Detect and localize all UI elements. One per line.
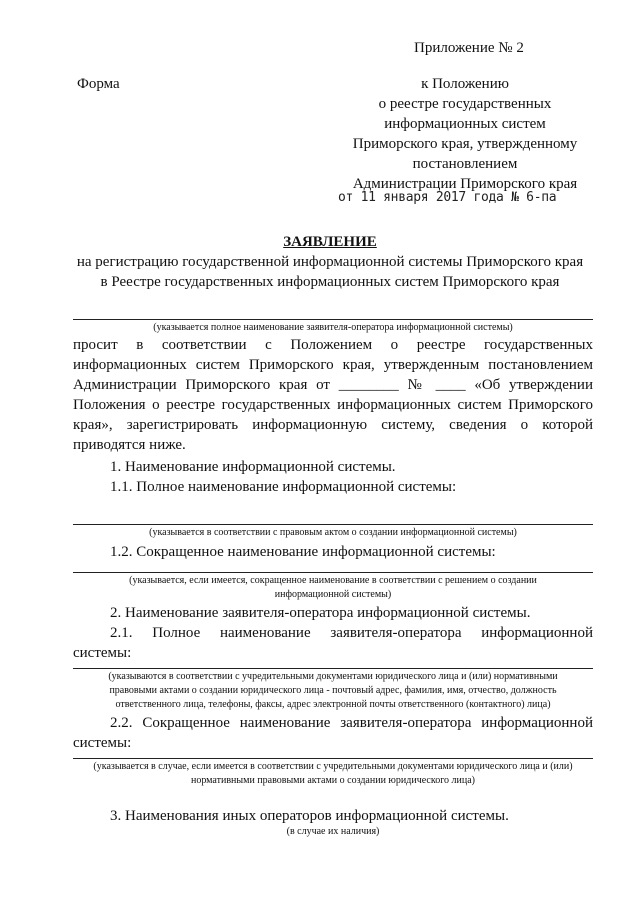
section-2-2-hint bbox=[73, 760, 593, 788]
hint-line: информационной системы) bbox=[274, 589, 392, 600]
section-1-1-heading: 1.1. Полное наименование информационной системы: bbox=[110, 479, 457, 495]
body-line: информационных систем Приморского края, утвержденным постановлением bbox=[73, 357, 593, 373]
system-full-name-line bbox=[73, 524, 593, 525]
request-paragraph bbox=[73, 335, 593, 455]
subtitle-line: в Реестре государственных информационных систем Приморского края bbox=[100, 274, 560, 290]
body-line: Администрации Приморского края от ________ № ____ «Об утверждении bbox=[73, 377, 593, 393]
regulation-line: Администрации Приморского края bbox=[352, 176, 578, 192]
section-2-heading: 2. Наименование заявителя-оператора информационной системы. bbox=[110, 605, 531, 621]
section-3-hint: (в случае их наличия) bbox=[286, 826, 380, 837]
hint-line: ответственного лица, телефоны, факсы, адрес электронной почты ответственного (контактного) лица) bbox=[115, 699, 551, 710]
operator-short-name-line bbox=[73, 758, 593, 759]
hint-line: (указывается в случае, если имеется в соответствии с учредительными документами юридического лица и (или) bbox=[93, 761, 573, 772]
subtitle-line: на регистрацию государственной информационной системы Приморского края bbox=[76, 254, 584, 270]
section-2-2-line: системы: bbox=[73, 735, 132, 751]
section-2-2-paragraph bbox=[73, 713, 593, 753]
section-2-1-line: системы: bbox=[73, 645, 132, 661]
system-short-name-line bbox=[73, 572, 593, 573]
section-1-2-heading: 1.2. Сокращенное наименование информационной системы: bbox=[110, 544, 496, 560]
applicant-name-line bbox=[73, 319, 593, 320]
handwritten-date: от 11 января 2017 года № 6-па bbox=[338, 190, 557, 205]
body-line: просит в соответствии с Положением о реестре государственных bbox=[73, 337, 593, 353]
operator-full-name-line bbox=[73, 668, 593, 669]
body-line: края», зарегистрировать информационную систему, сведения о которой bbox=[73, 417, 593, 433]
regulation-line: к Положению bbox=[421, 76, 509, 92]
section-2-1-paragraph bbox=[73, 623, 593, 663]
regulation-line: постановлением bbox=[412, 156, 518, 172]
section-1-heading: 1. Наименование информационной системы. bbox=[110, 459, 396, 475]
body-line: Положения о реестре государственных информационных систем Приморского bbox=[73, 397, 593, 413]
section-3-heading: 3. Наименования иных операторов информационной системы. bbox=[110, 808, 509, 824]
form-label: Форма bbox=[77, 76, 120, 92]
hint-line: (указываются в соответствии с учредительными документами юридического лица и (или) нормативными bbox=[108, 671, 558, 682]
regulation-reference bbox=[340, 74, 590, 194]
section-2-1-line: 2.1. Полное наименование заявителя-оператора информационной bbox=[110, 625, 593, 641]
appendix-number: Приложение № 2 bbox=[414, 40, 524, 56]
document-title: ЗАЯВЛЕНИЕ bbox=[283, 234, 377, 250]
hint-line: (указывается, если имеется, сокращенное наименование в соответствии с решением о создании bbox=[129, 575, 537, 586]
section-1-2-hint bbox=[73, 574, 593, 602]
section-2-1-hint bbox=[73, 670, 593, 712]
document-subtitle bbox=[40, 252, 620, 292]
regulation-line: Приморского края, утвержденному bbox=[352, 136, 578, 152]
applicant-hint: (указывается полное наименование заявителя-оператора информационной системы) bbox=[153, 322, 513, 333]
hint-line: нормативными правовыми актами о создании юридического лица) bbox=[190, 775, 476, 786]
regulation-line: о реестре государственных bbox=[378, 96, 552, 112]
body-line: приводятся ниже. bbox=[73, 437, 186, 453]
hint-line: правовыми актами о создании юридического лица - почтовый адрес, фамилия, имя, отчество, должность bbox=[109, 685, 557, 696]
section-2-2-line: 2.2. Сокращенное наименование заявителя-оператора информационной bbox=[110, 715, 593, 731]
section-1-1-hint: (указывается в соответствии с правовым актом о создании информационной системы) bbox=[149, 527, 517, 538]
regulation-line: информационных систем bbox=[384, 116, 546, 132]
